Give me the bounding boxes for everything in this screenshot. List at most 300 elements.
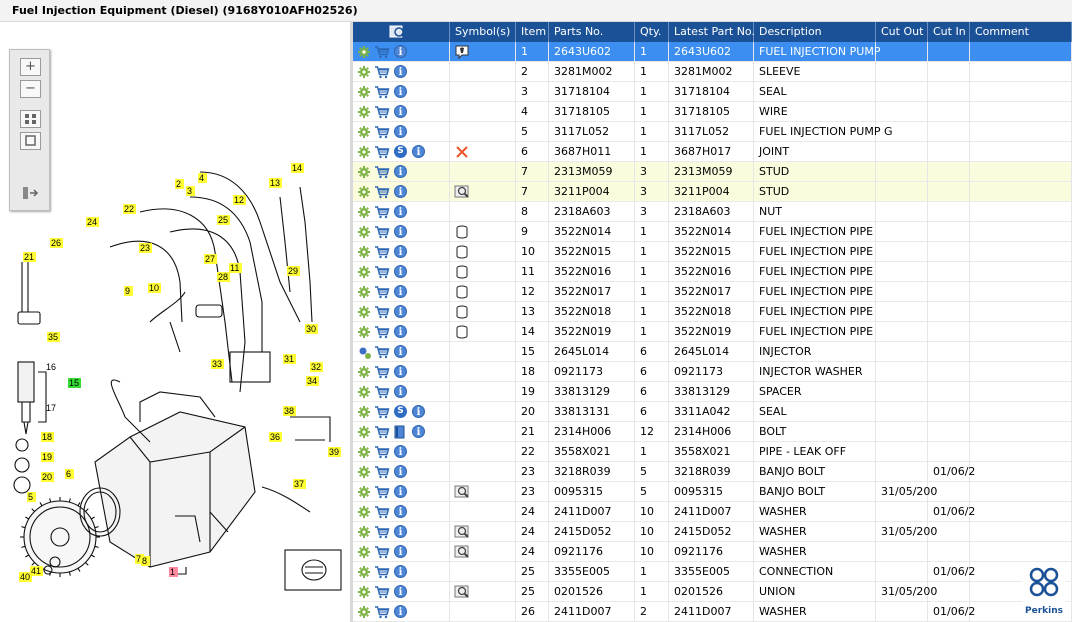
callout-29[interactable] <box>287 266 300 276</box>
table-row[interactable] <box>353 162 1072 182</box>
add-to-cart-icon[interactable] <box>374 565 390 579</box>
cut-out-cell <box>876 462 928 482</box>
table-row[interactable] <box>353 522 1072 542</box>
info-icon[interactable]: i <box>394 185 407 198</box>
callout-label: 37 <box>294 479 305 489</box>
callout-2[interactable] <box>175 179 184 189</box>
add-to-cart-icon[interactable] <box>374 445 390 459</box>
add-to-cart-icon[interactable] <box>374 265 390 279</box>
options-gear-icon[interactable] <box>358 126 370 138</box>
callout-22[interactable] <box>123 204 136 214</box>
description-cell: FUEL INJECTION PIPE <box>754 222 876 242</box>
description-cell: WASHER <box>754 502 876 522</box>
symbol-cell <box>450 82 516 102</box>
options-gear-icon[interactable] <box>358 46 370 58</box>
table-row[interactable] <box>353 282 1072 302</box>
options-gear-icon[interactable] <box>358 566 370 578</box>
add-to-cart-icon[interactable] <box>374 85 390 99</box>
item-cell: 20 <box>516 402 549 422</box>
view-detail-icon[interactable] <box>454 544 470 560</box>
callout-19[interactable] <box>41 452 54 462</box>
part-number-cell: 2645L014 <box>549 342 635 362</box>
symbol-cell <box>450 382 516 402</box>
comment-cell <box>970 342 1072 362</box>
symbol-cell <box>450 362 516 382</box>
comment-cell <box>970 522 1072 542</box>
perkins-logo <box>1022 566 1066 616</box>
symbol-cell <box>450 462 516 482</box>
callout-34[interactable] <box>306 376 319 386</box>
add-to-cart-icon[interactable] <box>374 165 390 179</box>
cut-in-cell <box>928 82 970 102</box>
latest-part-cell: 3558X021 <box>669 442 754 462</box>
info-icon[interactable]: i <box>394 465 407 478</box>
qty-cell: 1 <box>635 302 669 322</box>
symbol-cell <box>450 342 516 362</box>
table-row[interactable] <box>353 462 1072 482</box>
table-row[interactable] <box>353 382 1072 402</box>
comment-cell <box>970 362 1072 382</box>
column-header-comment[interactable]: Comment <box>970 22 1072 42</box>
cut-out-cell <box>876 62 928 82</box>
callout-37[interactable] <box>293 479 306 489</box>
info-icon[interactable]: i <box>394 445 407 458</box>
comment-cell <box>970 482 1072 502</box>
info-icon[interactable]: i <box>394 525 407 538</box>
table-row[interactable] <box>353 302 1072 322</box>
column-header-qty[interactable]: Qty. <box>635 22 669 42</box>
options-gear-icon[interactable] <box>358 306 370 318</box>
cut-out-cell: 31/05/200 <box>876 482 928 502</box>
callout-5[interactable] <box>27 492 36 502</box>
callout-39[interactable] <box>328 447 341 457</box>
cut-in-cell <box>928 262 970 282</box>
cut-out-cell <box>876 222 928 242</box>
callout-1[interactable] <box>169 567 178 577</box>
item-cell: 24 <box>516 542 549 562</box>
options-gear-icon[interactable] <box>358 466 370 478</box>
info-icon[interactable]: i <box>394 345 407 358</box>
add-to-cart-icon[interactable] <box>374 65 390 79</box>
callout-15[interactable] <box>68 378 81 388</box>
table-row[interactable] <box>353 322 1072 342</box>
callout-label: 4 <box>199 173 205 183</box>
table-row[interactable] <box>353 502 1072 522</box>
column-header-parts-no[interactable]: Parts No. <box>549 22 635 42</box>
info-icon[interactable]: i <box>412 405 425 418</box>
view-detail-icon[interactable] <box>454 184 470 200</box>
options-gear-icon[interactable] <box>358 326 370 338</box>
options-gear-icon[interactable] <box>358 546 370 558</box>
callout-16[interactable] <box>46 362 56 372</box>
symbol-cell <box>450 162 516 182</box>
cylinder-symbol-icon[interactable] <box>454 224 470 240</box>
cut-out-cell <box>876 602 928 622</box>
options-gear-icon[interactable] <box>358 426 370 438</box>
description-cell: WASHER <box>754 602 876 622</box>
info-icon[interactable]: i <box>394 105 407 118</box>
column-header-symbol-s[interactable]: Symbol(s) <box>450 22 516 42</box>
options-gear-icon[interactable] <box>358 86 370 98</box>
callout-12[interactable] <box>233 195 246 205</box>
table-row[interactable] <box>353 442 1072 462</box>
description-cell: SEAL <box>754 82 876 102</box>
table-row[interactable] <box>353 342 1072 362</box>
cylinder-symbol-icon[interactable] <box>454 304 470 320</box>
info-icon[interactable]: i <box>412 425 425 438</box>
add-to-cart-icon[interactable] <box>374 425 390 439</box>
info-icon[interactable]: i <box>394 385 407 398</box>
column-header-item[interactable]: Item <box>516 22 549 42</box>
item-cell: 6 <box>516 142 549 162</box>
table-row[interactable] <box>353 602 1072 622</box>
qty-cell: 1 <box>635 102 669 122</box>
add-to-cart-icon[interactable] <box>374 105 390 119</box>
item-cell: 9 <box>516 222 549 242</box>
options-gear-icon[interactable] <box>358 226 370 238</box>
callout-label: 31 <box>284 354 295 364</box>
cut-in-cell <box>928 202 970 222</box>
add-to-cart-icon[interactable] <box>374 305 390 319</box>
add-to-cart-icon[interactable] <box>374 465 390 479</box>
table-row[interactable] <box>353 422 1072 442</box>
callout-11[interactable] <box>229 263 242 273</box>
latest-part-cell: 3522N017 <box>669 282 754 302</box>
add-to-cart-icon[interactable] <box>374 125 390 139</box>
options-gear-icon[interactable] <box>358 66 370 78</box>
table-row[interactable] <box>353 142 1072 162</box>
description-cell: CONNECTION <box>754 562 876 582</box>
callout-38[interactable] <box>283 406 296 416</box>
info-icon[interactable]: i <box>394 125 407 138</box>
book-icon[interactable] <box>394 425 405 439</box>
options-gear-icon[interactable] <box>358 486 370 498</box>
qty-cell: 6 <box>635 362 669 382</box>
callout-36[interactable] <box>269 432 282 442</box>
callout-32[interactable] <box>310 362 323 372</box>
add-to-cart-icon[interactable] <box>374 405 390 419</box>
cylinder-symbol-icon[interactable] <box>454 264 470 280</box>
part-number-cell: 0921173 <box>549 362 635 382</box>
add-to-cart-icon[interactable] <box>374 245 390 259</box>
info-icon[interactable]: i <box>412 145 425 158</box>
callout-28[interactable] <box>217 272 230 282</box>
cut-in-cell <box>928 102 970 122</box>
description-cell: INJECTOR WASHER <box>754 362 876 382</box>
symbol-cell <box>450 42 516 62</box>
callout-20[interactable] <box>41 472 54 482</box>
collapse-panel-icon[interactable] <box>20 184 41 202</box>
callout-41[interactable] <box>30 566 43 576</box>
info-icon[interactable]: i <box>394 45 407 58</box>
qty-cell: 3 <box>635 182 669 202</box>
options-gear-icon[interactable] <box>358 406 370 418</box>
callout-label: 14 <box>292 163 303 173</box>
part-number-cell: 2411D007 <box>549 602 635 622</box>
table-row[interactable] <box>353 562 1072 582</box>
callout-symbol-icon[interactable] <box>454 44 470 60</box>
callout-9[interactable] <box>124 286 133 296</box>
info-icon[interactable]: i <box>394 85 407 98</box>
part-number-cell: 3522N017 <box>549 282 635 302</box>
table-header <box>353 22 1072 42</box>
options-gear-icon[interactable] <box>358 366 370 378</box>
description-cell: UNION <box>754 582 876 602</box>
view-detail-icon[interactable] <box>454 524 470 540</box>
callout-label: 21 <box>24 252 35 262</box>
cut-in-cell <box>928 402 970 422</box>
qty-cell: 1 <box>635 442 669 462</box>
options-gear-icon[interactable] <box>358 386 370 398</box>
cut-out-cell <box>876 262 928 282</box>
table-row[interactable] <box>353 122 1072 142</box>
info-icon[interactable]: i <box>394 265 407 278</box>
part-number-cell: 0921176 <box>549 542 635 562</box>
callout-26[interactable] <box>50 238 63 248</box>
table-row[interactable] <box>353 202 1072 222</box>
cylinder-symbol-icon[interactable] <box>454 324 470 340</box>
options-gear-icon[interactable] <box>358 186 370 198</box>
info-icon[interactable]: i <box>394 165 407 178</box>
column-header-description[interactable]: Description <box>754 22 876 42</box>
qty-cell: 1 <box>635 142 669 162</box>
part-number-cell: 0095315 <box>549 482 635 502</box>
cylinder-symbol-icon[interactable] <box>454 244 470 260</box>
latest-part-cell: 2411D007 <box>669 602 754 622</box>
column-header-latest-part-no[interactable]: Latest Part No. <box>669 22 754 42</box>
callout-label: 38 <box>284 406 295 416</box>
column-header-cut-out[interactable]: Cut Out <box>876 22 928 42</box>
cut-out-cell <box>876 562 928 582</box>
add-to-cart-icon[interactable] <box>374 185 390 199</box>
item-cell: 24 <box>516 502 549 522</box>
callout-27[interactable] <box>204 254 217 264</box>
description-cell: NUT <box>754 202 876 222</box>
qty-cell: 6 <box>635 382 669 402</box>
callout-label: 27 <box>205 254 216 264</box>
supersession-badge-icon[interactable]: S <box>394 145 407 158</box>
info-icon[interactable]: i <box>394 365 407 378</box>
callout-23[interactable] <box>139 243 152 253</box>
item-cell: 3 <box>516 82 549 102</box>
callout-35[interactable] <box>47 332 60 342</box>
part-number-cell: 2314H006 <box>549 422 635 442</box>
cut-in-cell: 01/06/2 <box>928 462 970 482</box>
callout-21[interactable] <box>23 252 36 262</box>
add-to-cart-icon[interactable] <box>374 525 390 539</box>
info-icon[interactable]: i <box>394 305 407 318</box>
item-cell: 11 <box>516 262 549 282</box>
options-gear-icon[interactable] <box>358 586 370 598</box>
description-cell: FUEL INJECTION PIPE <box>754 302 876 322</box>
options-gear-icon[interactable] <box>358 526 370 538</box>
options-gear-icon[interactable] <box>358 266 370 278</box>
kit-gears-icon[interactable] <box>358 346 370 358</box>
latest-part-cell: 3522N018 <box>669 302 754 322</box>
options-gear-icon[interactable] <box>358 206 370 218</box>
info-icon[interactable]: i <box>394 325 407 338</box>
add-to-cart-icon[interactable] <box>374 285 390 299</box>
add-to-cart-icon[interactable] <box>374 45 390 59</box>
callout-8[interactable] <box>141 556 150 566</box>
add-to-cart-icon[interactable] <box>374 325 390 339</box>
item-cell: 23 <box>516 482 549 502</box>
description-cell: WIRE <box>754 102 876 122</box>
symbol-cell <box>450 142 516 162</box>
callout-33[interactable] <box>211 359 224 369</box>
options-gear-icon[interactable] <box>358 146 370 158</box>
cut-out-cell <box>876 42 928 62</box>
zoom-out-button[interactable]: − <box>20 80 41 98</box>
info-icon[interactable]: i <box>394 605 407 618</box>
callout-label: 11 <box>230 263 240 273</box>
fit-window-icon[interactable] <box>20 132 41 150</box>
cut-out-cell <box>876 442 928 462</box>
add-to-cart-icon[interactable] <box>374 365 390 379</box>
table-row[interactable] <box>353 82 1072 102</box>
add-to-cart-icon[interactable] <box>374 205 390 219</box>
item-cell: 23 <box>516 462 549 482</box>
cut-out-cell <box>876 362 928 382</box>
description-cell: BOLT <box>754 422 876 442</box>
add-to-cart-icon[interactable] <box>374 585 390 599</box>
callout-13[interactable] <box>269 178 282 188</box>
part-number-cell: 0201526 <box>549 582 635 602</box>
callout-label: 10 <box>149 283 160 293</box>
cut-in-cell: 01/06/2 <box>928 602 970 622</box>
callout-17[interactable] <box>46 403 56 413</box>
add-to-cart-icon[interactable] <box>374 225 390 239</box>
cut-out-cell: 31/05/200 <box>876 522 928 542</box>
column-filter-icon <box>389 24 407 40</box>
table-row[interactable] <box>353 482 1072 502</box>
info-icon[interactable]: i <box>394 225 407 238</box>
info-icon[interactable]: i <box>394 565 407 578</box>
info-icon[interactable]: i <box>394 245 407 258</box>
callout-31[interactable] <box>283 354 296 364</box>
column-header-actions[interactable] <box>353 22 450 42</box>
table-row[interactable] <box>353 62 1072 82</box>
symbol-cell <box>450 422 516 442</box>
callout-4[interactable] <box>198 173 207 183</box>
qty-cell: 2 <box>635 602 669 622</box>
table-row[interactable] <box>353 362 1072 382</box>
symbol-cell <box>450 122 516 142</box>
table-row[interactable] <box>353 242 1072 262</box>
callout-label: 29 <box>288 266 299 276</box>
comment-cell <box>970 222 1072 242</box>
comment-cell <box>970 442 1072 462</box>
superseded-cross-icon[interactable] <box>454 144 470 160</box>
cut-out-cell <box>876 82 928 102</box>
zoom-in-button[interactable]: + <box>20 58 41 76</box>
callout-10[interactable] <box>148 283 161 293</box>
cylinder-symbol-icon[interactable] <box>454 284 470 300</box>
part-number-cell: 3218R039 <box>549 462 635 482</box>
callout-18[interactable] <box>41 432 54 442</box>
qty-cell: 1 <box>635 262 669 282</box>
fit-all-icon[interactable] <box>20 110 41 128</box>
table-row[interactable] <box>353 582 1072 602</box>
cut-in-cell <box>928 582 970 602</box>
qty-cell: 1 <box>635 42 669 62</box>
add-to-cart-icon[interactable] <box>374 505 390 519</box>
info-icon[interactable]: i <box>394 485 407 498</box>
add-to-cart-icon[interactable] <box>374 605 390 619</box>
table-row[interactable] <box>353 262 1072 282</box>
table-row[interactable] <box>353 222 1072 242</box>
latest-part-cell: 3311A042 <box>669 402 754 422</box>
options-gear-icon[interactable] <box>358 446 370 458</box>
callout-6[interactable] <box>65 469 74 479</box>
options-gear-icon[interactable] <box>358 246 370 258</box>
options-gear-icon[interactable] <box>358 286 370 298</box>
view-detail-icon[interactable] <box>454 584 470 600</box>
add-to-cart-icon[interactable] <box>374 345 390 359</box>
supersession-badge-icon[interactable]: S <box>394 405 407 418</box>
info-icon[interactable]: i <box>394 65 407 78</box>
exploded-parts-diagram[interactable] <box>0 22 350 622</box>
cut-out-cell <box>876 302 928 322</box>
column-header-cut-in[interactable]: Cut In <box>928 22 970 42</box>
item-cell: 4 <box>516 102 549 122</box>
callout-14[interactable] <box>291 163 304 173</box>
add-to-cart-icon[interactable] <box>374 385 390 399</box>
callout-label: 32 <box>311 362 322 372</box>
add-to-cart-icon[interactable] <box>374 145 390 159</box>
info-icon[interactable]: i <box>394 505 407 518</box>
callout-label: 41 <box>31 566 42 576</box>
callout-label: 2 <box>176 179 182 189</box>
table-row[interactable] <box>353 182 1072 202</box>
info-icon[interactable]: i <box>394 205 407 218</box>
options-gear-icon[interactable] <box>358 106 370 118</box>
symbol-cell <box>450 402 516 422</box>
item-cell: 7 <box>516 162 549 182</box>
callout-label: 22 <box>124 204 135 214</box>
info-icon[interactable]: i <box>394 285 407 298</box>
table-row[interactable] <box>353 542 1072 562</box>
options-gear-icon[interactable] <box>358 166 370 178</box>
add-to-cart-icon[interactable] <box>374 545 390 559</box>
qty-cell: 1 <box>635 82 669 102</box>
part-number-cell: 3211P004 <box>549 182 635 202</box>
cut-in-cell <box>928 302 970 322</box>
zoom-toolbar <box>9 49 50 211</box>
cut-out-cell <box>876 322 928 342</box>
callout-label: 17 <box>46 403 57 413</box>
callout-24[interactable] <box>86 217 99 227</box>
info-icon[interactable]: i <box>394 585 407 598</box>
options-gear-icon[interactable] <box>358 506 370 518</box>
callout-3[interactable] <box>186 186 195 196</box>
info-icon[interactable]: i <box>394 545 407 558</box>
callout-25[interactable] <box>217 215 230 225</box>
add-to-cart-icon[interactable] <box>374 485 390 499</box>
callout-30[interactable] <box>305 324 318 334</box>
comment-cell <box>970 382 1072 402</box>
part-number-cell: 3117L052 <box>549 122 635 142</box>
table-row[interactable] <box>353 102 1072 122</box>
view-detail-icon[interactable] <box>454 484 470 500</box>
table-row[interactable] <box>353 42 1072 62</box>
cut-in-cell <box>928 122 970 142</box>
item-cell: 22 <box>516 442 549 462</box>
cut-in-cell <box>928 422 970 442</box>
item-cell: 25 <box>516 582 549 602</box>
options-gear-icon[interactable] <box>358 606 370 618</box>
table-row[interactable] <box>353 402 1072 422</box>
